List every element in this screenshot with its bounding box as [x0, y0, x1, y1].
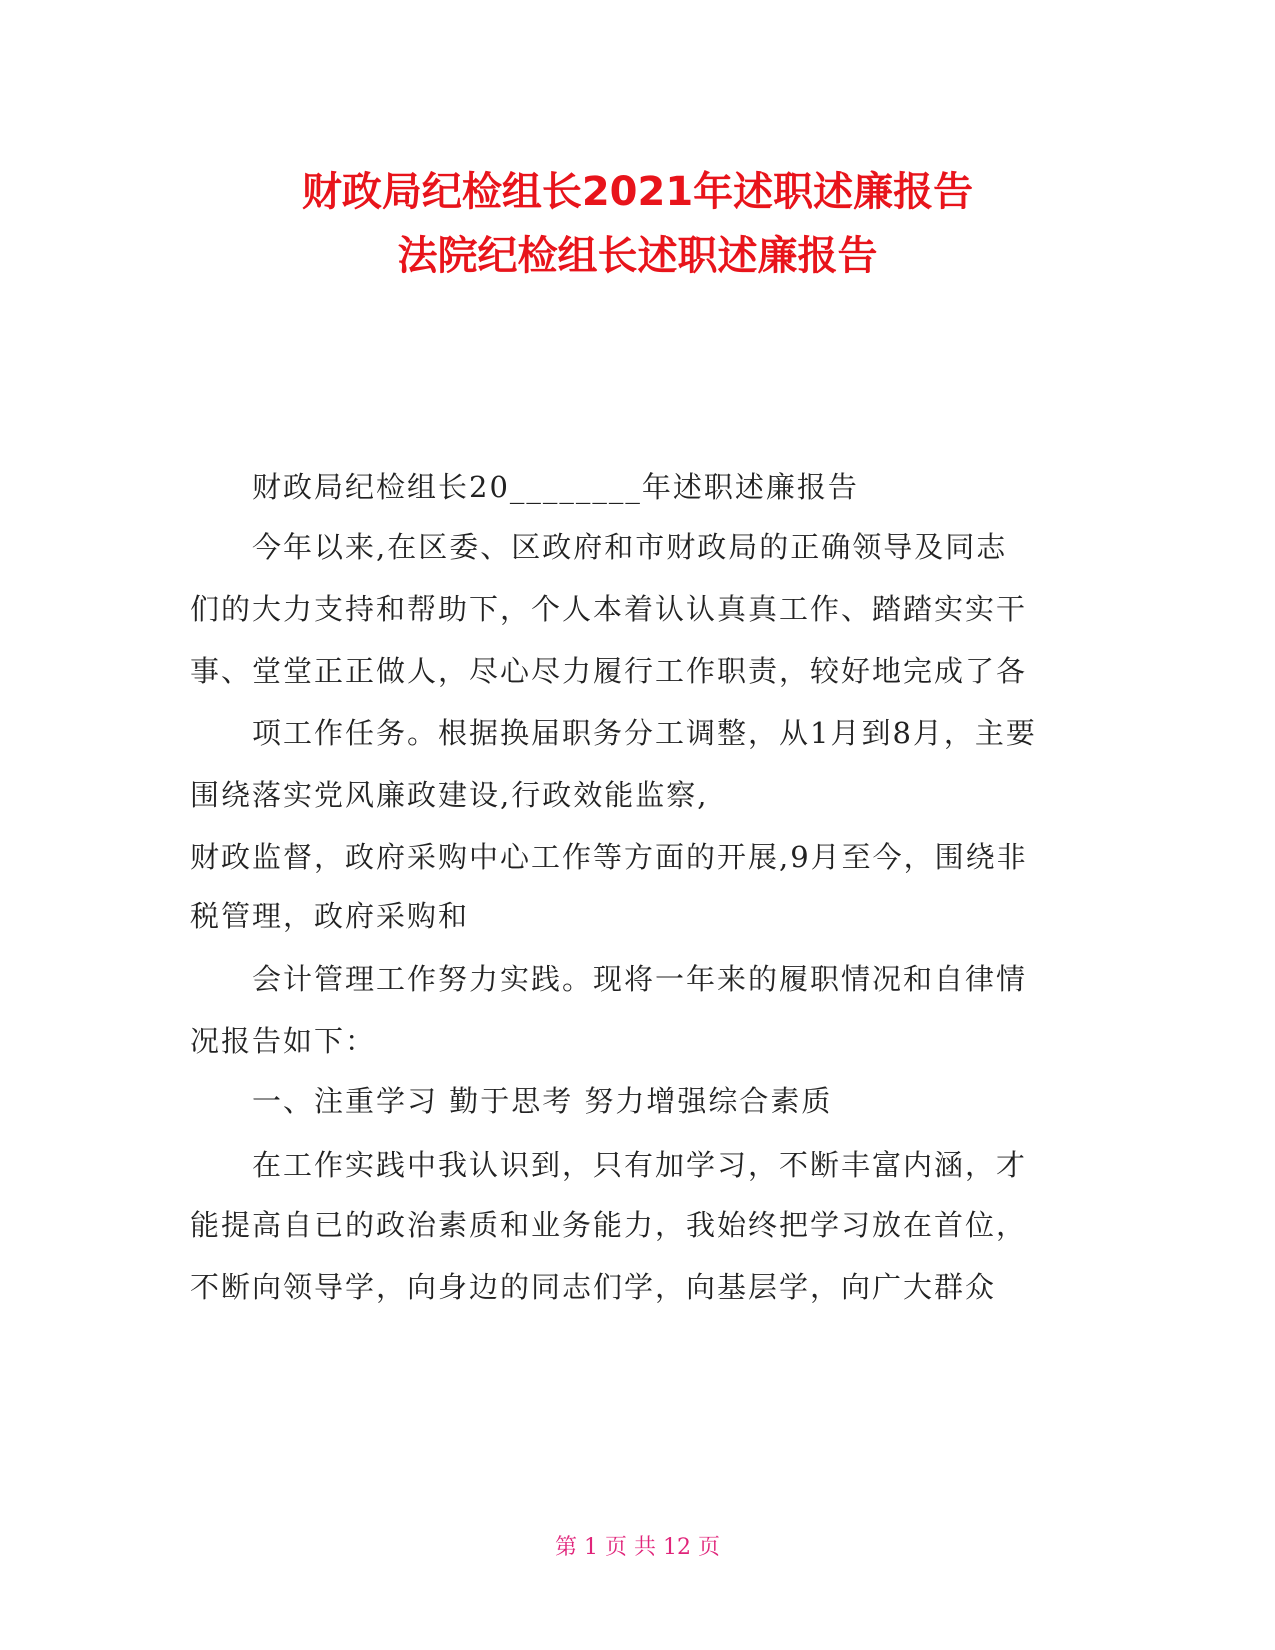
- page-number-footer: 第 1 页 共 12 页: [555, 1535, 720, 1560]
- body-line: 财政局纪检组长20________年述职述廉报告: [252, 470, 859, 504]
- document-title: 财政局纪检组长2021年述职述廉报告: [301, 169, 974, 215]
- section-heading: 一、注重学习 勤于思考 努力增强综合素质: [252, 1084, 833, 1118]
- body-line: 况报告如下：: [190, 1024, 377, 1058]
- body-line: 在工作实践中我认识到，只有加学习，不断丰富内涵，才: [252, 1148, 1028, 1182]
- body-line: 不断向领导学，向身边的同志们学，向基层学，向广大群众: [190, 1270, 997, 1304]
- body-line: 财政监督，政府采购中心工作等方面的开展,9月至今，围绕非: [190, 840, 1028, 874]
- body-line: 们的大力支持和帮助下，个人本着认认真真工作、踏踏实实干: [190, 592, 1028, 626]
- body-line: 能提高自已的政治素质和业务能力，我始终把学习放在首位，: [190, 1208, 1028, 1242]
- body-line: 会计管理工作努力实践。现将一年来的履职情况和自律情: [252, 962, 1028, 996]
- body-line: 今年以来,在区委、区政府和市财政局的正确领导及同志: [252, 530, 1008, 564]
- document-subtitle: 法院纪检组长述职述廉报告: [397, 233, 878, 279]
- body-line: 事、堂堂正正做人，尽心尽力履行工作职责，较好地完成了各: [190, 654, 1028, 688]
- body-line: 围绕落实党风廉政建设,行政效能监察,: [190, 778, 709, 812]
- body-line: 项工作任务。根据换届职务分工调整，从1月到8月，主要: [252, 716, 1037, 750]
- body-line: 税管理，政府采购和: [190, 899, 470, 933]
